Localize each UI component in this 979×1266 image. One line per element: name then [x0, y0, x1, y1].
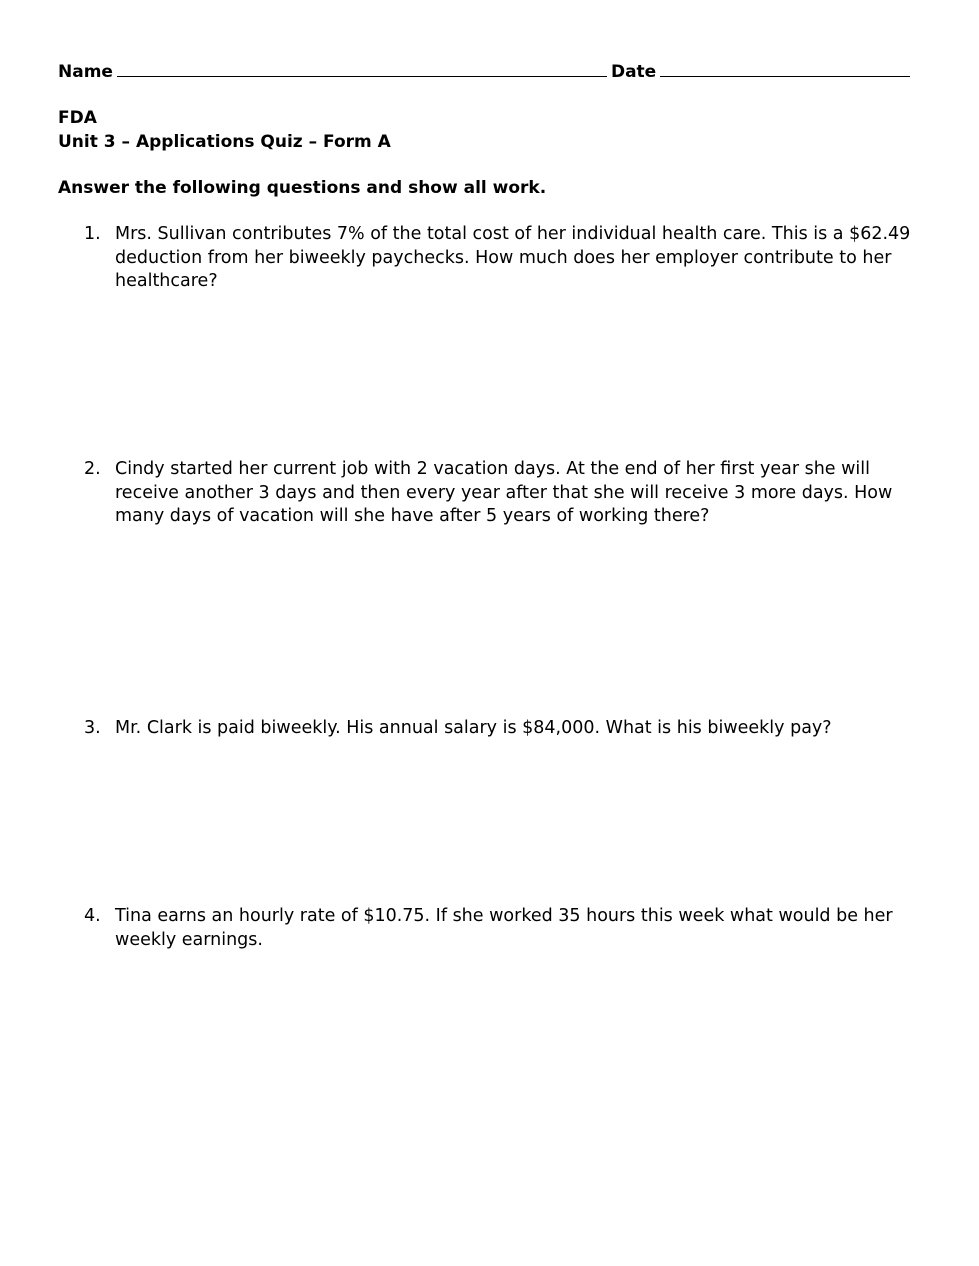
question-3 [84, 717, 929, 741]
date-label: Date [610, 62, 657, 82]
question-text: Mrs. Sullivan contributes 7% of the total cost of her individual health care. This is a $62.49 deduction from her biweekly paychecks. How much does her employer contribute to her healthcare? [115, 224, 911, 291]
name-date-line [58, 58, 918, 84]
course-subject: FDA [58, 108, 97, 128]
name-blank[interactable] [117, 58, 607, 77]
question-1 [84, 223, 929, 294]
instructions: Answer the following questions and show all work. [58, 178, 547, 198]
question-text: Cindy started her current job with 2 vacation days. At the end of her first year she will receive another 3 days and then every year after that she will receive 3 more days. How many days of vacation will she have after 5 years of working there? [115, 459, 893, 526]
quiz-title: Unit 3 – Applications Quiz – Form A [58, 132, 391, 152]
course-heading [58, 106, 391, 154]
question-number: 1. [84, 224, 101, 244]
question-number: 4. [84, 906, 101, 926]
question-number: 2. [84, 459, 101, 479]
question-4 [84, 905, 929, 952]
question-text: Mr. Clark is paid biweekly. His annual salary is $84,000. What is his biweekly pay? [115, 718, 832, 738]
question-number: 3. [84, 718, 101, 738]
question-2 [84, 458, 929, 529]
question-text: Tina earns an hourly rate of $10.75. If she worked 35 hours this week what would be her weekly earnings. [115, 906, 893, 950]
name-label: Name [58, 62, 113, 82]
date-blank[interactable] [660, 58, 910, 77]
